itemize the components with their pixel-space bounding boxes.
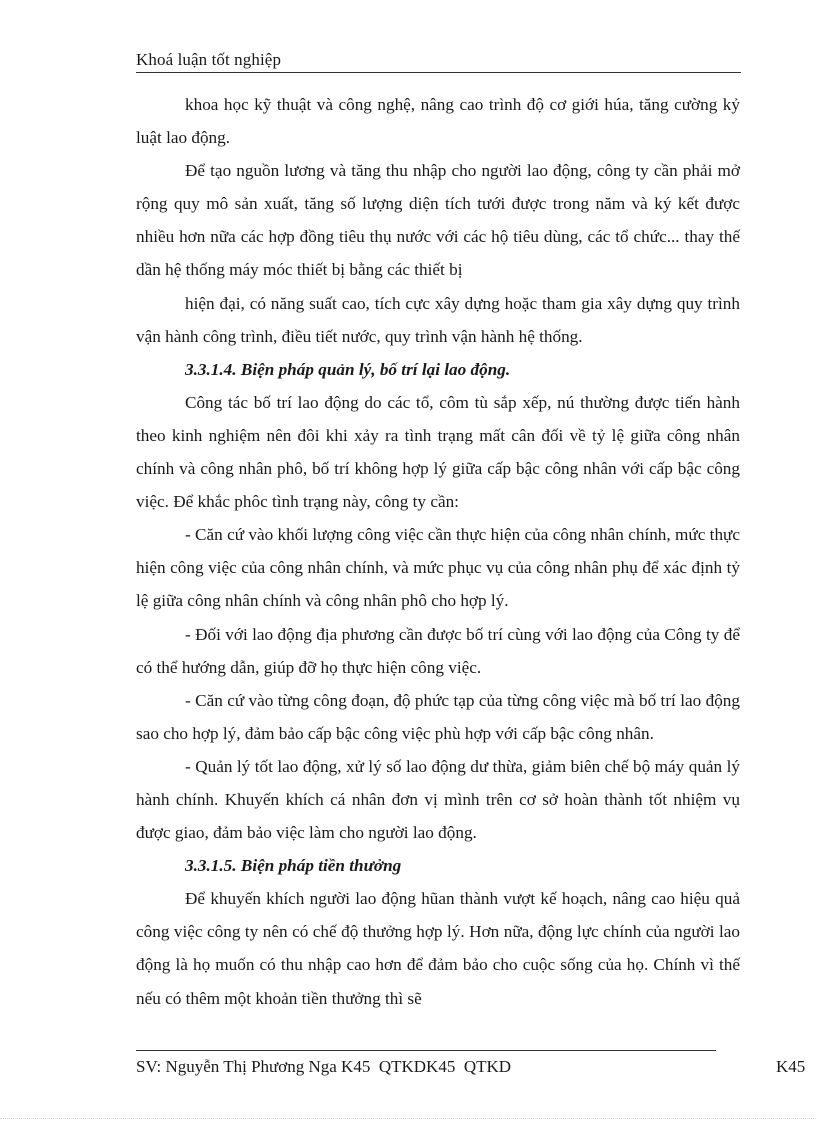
paragraph: - Căn cứ vào từng công đoạn, độ phức tạp của từng công việc mà bố trí lao động sao cho hợp lý, đảm bảo cấp bậc công việc phù hợp với cấp bậc công nhân. [136, 690, 740, 743]
paragraph: hiện đại, có năng suất cao, tích cực xây dựng hoặc tham gia xây dựng quy trình vận hành công trình, điều tiết nước, quy trình vận hành hệ thống. [136, 293, 740, 346]
footer-code: K45 [776, 1057, 806, 1076]
footer-divider [136, 1050, 716, 1051]
page-edge-divider [0, 1118, 816, 1119]
document-body [136, 88, 740, 1015]
paragraph: - Căn cứ vào khối lượng công việc cần thực hiện của công nhân chính, mức thực hiện công việc của công nhân chính, và mức phục vụ của công nhân phụ để xác định tỷ lệ giữa công nhân chính và công nhân phô cho hợp lý. [136, 525, 740, 611]
header-divider [136, 72, 741, 73]
page-header-title: Khoá luận tốt nghiệp [136, 50, 282, 69]
paragraph: Công tác bố trí lao động do các tổ, côm tù sắp xếp, nú thường được tiến hành theo kinh nghiệm nên đôi khi xảy ra tình trạng mất cân đối về tỷ lệ giữa công nhân chính và công nhân phô, bố trí không hợp lý giữa cấp bậc công nhân với cấp bậc công việc. Để khắc phôc tình trạng này, công ty cần: [136, 392, 740, 512]
paragraph: khoa học kỹ thuật và công nghệ, nâng cao trình độ cơ giới húa, tăng cường kỷ luật lao động. [136, 95, 740, 148]
paragraph: Để tạo nguồn lương và tăng thu nhập cho người lao động, công ty cần phải mở rộng quy mô sản xuất, tăng số lượng diện tích tưới được trong năm và ký kết được nhiều hơn nữa các hợp đồng tiêu thụ nước với các hộ tiêu dùng, các tổ chức... thay thế dần hệ thống máy móc thiết bị bằng các thiết bị [136, 161, 740, 280]
paragraph: - Đối với lao động địa phương cần được bố trí cùng với lao động của Công ty để có thể hướng dẫn, giúp đỡ họ thực hiện công việc. [136, 624, 740, 677]
paragraph: - Quản lý tốt lao động, xử lý số lao động dư thừa, giảm biên chế bộ máy quản lý hành chính. Khuyến khích cá nhân đơn vị mình trên cơ sở hoàn thành tốt nhiệm vụ được giao, đảm bảo việc làm cho người lao động. [136, 756, 740, 843]
paragraph: Để khuyến khích người lao động hũan thành vượt kế hoạch, nâng cao hiệu quả công việc công ty nên có chế độ thưởng hợp lý. Hơn nữa, động lực chính của người lao động là họ muốn có thu nhập cao hơn để đảm bảo cho cuộc sống của họ. Chính vì thế nếu có thêm một khoản tiền thưởng thì sẽ [136, 889, 740, 1008]
section-heading: 3.3.1.5. Biện pháp tiền thưởng [185, 856, 402, 876]
footer-student-info: SV: Nguyễn Thị Phương Nga K45 QTKDK45 QTKD [136, 1057, 512, 1076]
section-heading: 3.3.1.4. Biện pháp quản lý, bố trí lại lao động. [185, 359, 511, 379]
